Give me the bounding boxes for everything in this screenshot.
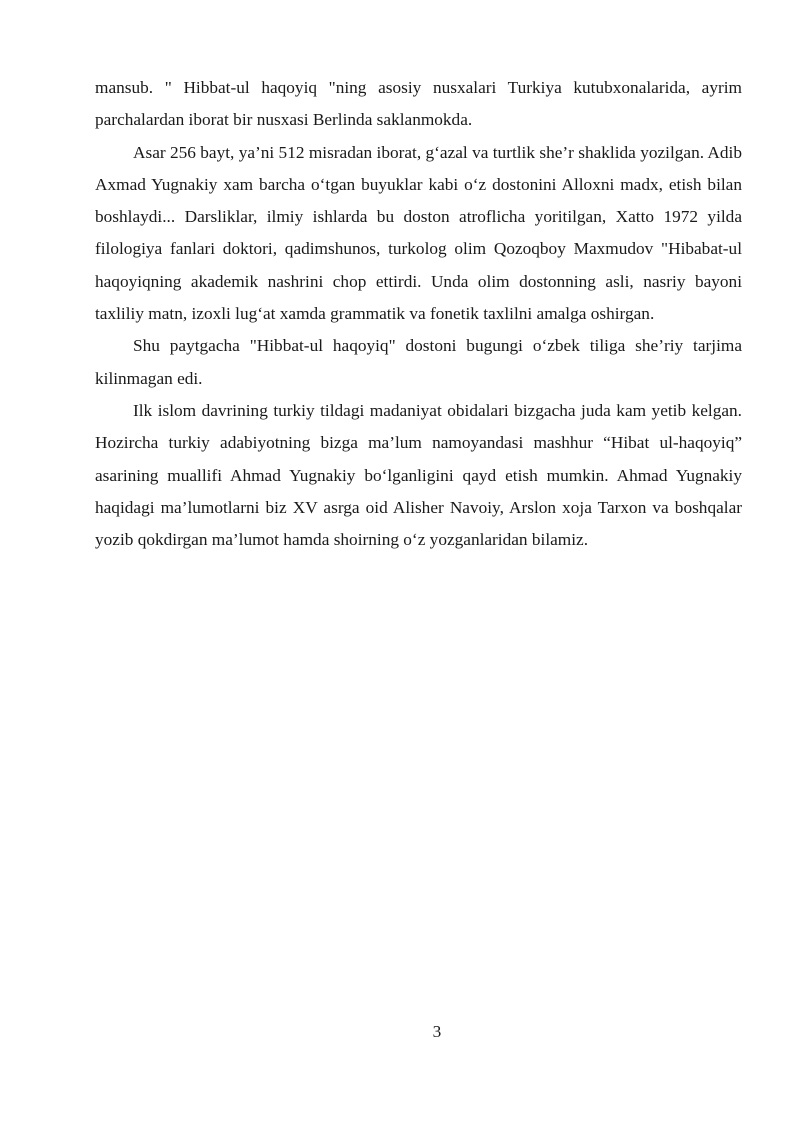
page-body [95,72,742,556]
page-number: 3 [432,1022,442,1041]
paragraph: Asar 256 bayt, ya’ni 512 misradan iborat, g‘azal va turtlik she’r shaklida yozilgan. Adib Axmad Yugnakiy xam barcha o‘tgan buyuklar kabi o‘z dostonini Alloxni madx, etish bilan boshlaydi... Darsliklar, ilmiy ishlarda bu doston atroflicha yoritilgan, Xatto 1972 yilda filologiya fanlari doktori, qadimshunos, turkolog olim Qozoqboy Maxmudov "Hibabat-ul haqoyiqning akademik nashrini chop ettirdi. Unda olim dostonning asli, nasriy bayoni taxliliy matn, izoxli lug‘at xamda grammatik va fonetik taxlilni amalga oshirgan. [95,142,742,324]
paragraph: mansub. " Hibbat-ul haqoyiq "ning asosiy nusxalari Turkiya kutubxonalarida, ayrim parchalardan iborat bir nusxasi Berlinda saklanmokda. [95,78,742,130]
paragraph: Shu paytgacha "Hibbat-ul haqoyiq" dostoni bugungi o‘zbek tiliga she’riy tarjima kilinmagan edi. [95,336,742,388]
paragraph: Ilk islom davrining turkiy tildagi madaniyat obidalari bizgacha juda kam yetib kelgan. Hozircha turkiy adabiyotning bizga ma’lum namoyandasi mashhur “Hibat ul-haqoyiq” asarining muallifi Ahmad Yugnakiy bo‘lganligini qayd etish mumkin. Ahmad Yugnakiy haqidagi ma’lumotlarni biz XV asrga oid Alisher Navoiy, Arslon xoja Tarxon va boshqalar yozib qokdirgan ma’lumot hamda shoirning o‘z yozganlaridan bilamiz. [95,400,742,550]
